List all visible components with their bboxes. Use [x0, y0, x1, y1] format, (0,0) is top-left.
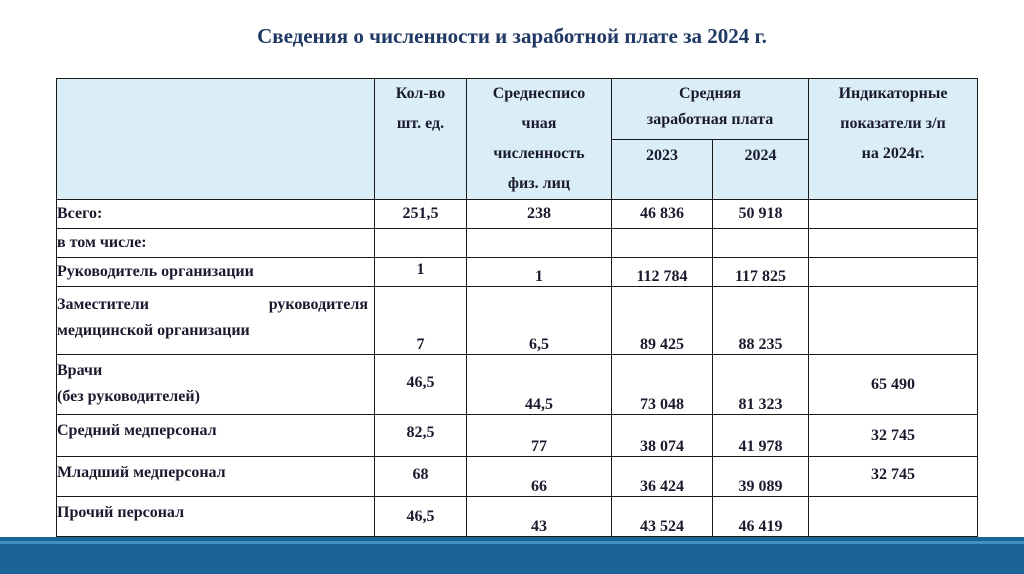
row-label: Средний медперсонал — [57, 415, 375, 457]
cell-units: 7 — [375, 287, 467, 355]
row-label-part: Заместители — [57, 296, 149, 313]
header-year-2024: 2024 — [713, 139, 809, 200]
cell-indicator — [809, 497, 978, 537]
cell-salary-2023: 36 424 — [612, 457, 713, 497]
header-staff-line: Среднесписо — [492, 85, 586, 102]
header-units-line: Кол-во — [395, 85, 446, 102]
header-salary-line: Средняя — [679, 85, 741, 102]
header-units — [375, 79, 467, 200]
cell-salary-2024 — [713, 229, 809, 258]
cell-salary-2023 — [612, 229, 713, 258]
header-staff — [467, 79, 612, 200]
cell-staff — [467, 229, 612, 258]
row-label: Руководитель организации — [57, 258, 375, 287]
cell-units: 68 — [375, 457, 467, 497]
header-staff-line: численность — [493, 145, 585, 162]
cell-salary-2023: 89 425 — [612, 287, 713, 355]
cell-staff: 77 — [467, 415, 612, 457]
cell-units: 46,5 — [375, 497, 467, 537]
table-row — [57, 200, 978, 229]
footer-stripe — [0, 541, 1024, 544]
table-row — [57, 258, 978, 287]
cell-salary-2024: 117 825 — [713, 258, 809, 287]
cell-units: 1 — [375, 258, 467, 287]
cell-indicator — [809, 258, 978, 287]
header-year-2023: 2023 — [612, 139, 713, 200]
cell-staff: 6,5 — [467, 287, 612, 355]
cell-units: 82,5 — [375, 415, 467, 457]
cell-salary-2023: 38 074 — [612, 415, 713, 457]
row-label-part: Врачи — [57, 362, 103, 379]
row-label: Прочий персонал — [57, 497, 375, 537]
row-label — [57, 287, 375, 355]
table-row — [57, 355, 978, 415]
header-units-line: шт. ед. — [396, 115, 445, 132]
cell-salary-2024: 39 089 — [713, 457, 809, 497]
cell-staff: 66 — [467, 457, 612, 497]
header-staff-line: чная — [521, 115, 557, 132]
cell-staff: 43 — [467, 497, 612, 537]
row-label — [57, 355, 375, 415]
cell-staff: 44,5 — [467, 355, 612, 415]
cell-indicator — [809, 287, 978, 355]
cell-salary-2023: 43 524 — [612, 497, 713, 537]
header-indicator-line: на 2024г. — [861, 145, 925, 162]
cell-salary-2024: 50 918 — [713, 200, 809, 229]
cell-salary-2024: 88 235 — [713, 287, 809, 355]
cell-salary-2023: 46 836 — [612, 200, 713, 229]
cell-indicator: 65 490 — [809, 355, 978, 415]
cell-indicator — [809, 200, 978, 229]
row-label: Всего: — [57, 200, 375, 229]
table-row — [57, 229, 978, 258]
header-staff-line: физ. лиц — [507, 175, 571, 192]
header-indicator-line: Индикаторные — [838, 85, 948, 102]
cell-salary-2024: 81 323 — [713, 355, 809, 415]
cell-staff: 1 — [467, 258, 612, 287]
row-label: в том числе: — [57, 229, 375, 258]
cell-units: 251,5 — [375, 200, 467, 229]
header-salary-line: заработная плата — [646, 111, 774, 128]
cell-indicator: 32 745 — [809, 457, 978, 497]
header-blank-cell — [57, 79, 375, 200]
table-row — [57, 457, 978, 497]
cell-salary-2024: 41 978 — [713, 415, 809, 457]
header-indicator — [809, 79, 978, 200]
header-salary — [612, 79, 809, 140]
cell-units — [375, 229, 467, 258]
header-indicator-line: показатели з/п — [840, 115, 946, 132]
table-row — [57, 415, 978, 457]
cell-indicator: 32 745 — [809, 415, 978, 457]
cell-staff: 238 — [467, 200, 612, 229]
table-row — [57, 497, 978, 537]
cell-units: 46,5 — [375, 355, 467, 415]
table-row — [57, 287, 978, 355]
row-label: Младший медперсонал — [57, 457, 375, 497]
cell-salary-2023: 112 784 — [612, 258, 713, 287]
cell-salary-2023: 73 048 — [612, 355, 713, 415]
page-title: Сведения о численности и заработной плате за 2024 г. — [257, 24, 767, 48]
cell-salary-2024: 46 419 — [713, 497, 809, 537]
cell-indicator — [809, 229, 978, 258]
row-label-part: (без руководителей) — [57, 388, 200, 405]
row-label-part: медицинской организации — [57, 322, 250, 339]
salary-table — [56, 78, 978, 537]
row-label-part: руководителя — [268, 296, 368, 313]
